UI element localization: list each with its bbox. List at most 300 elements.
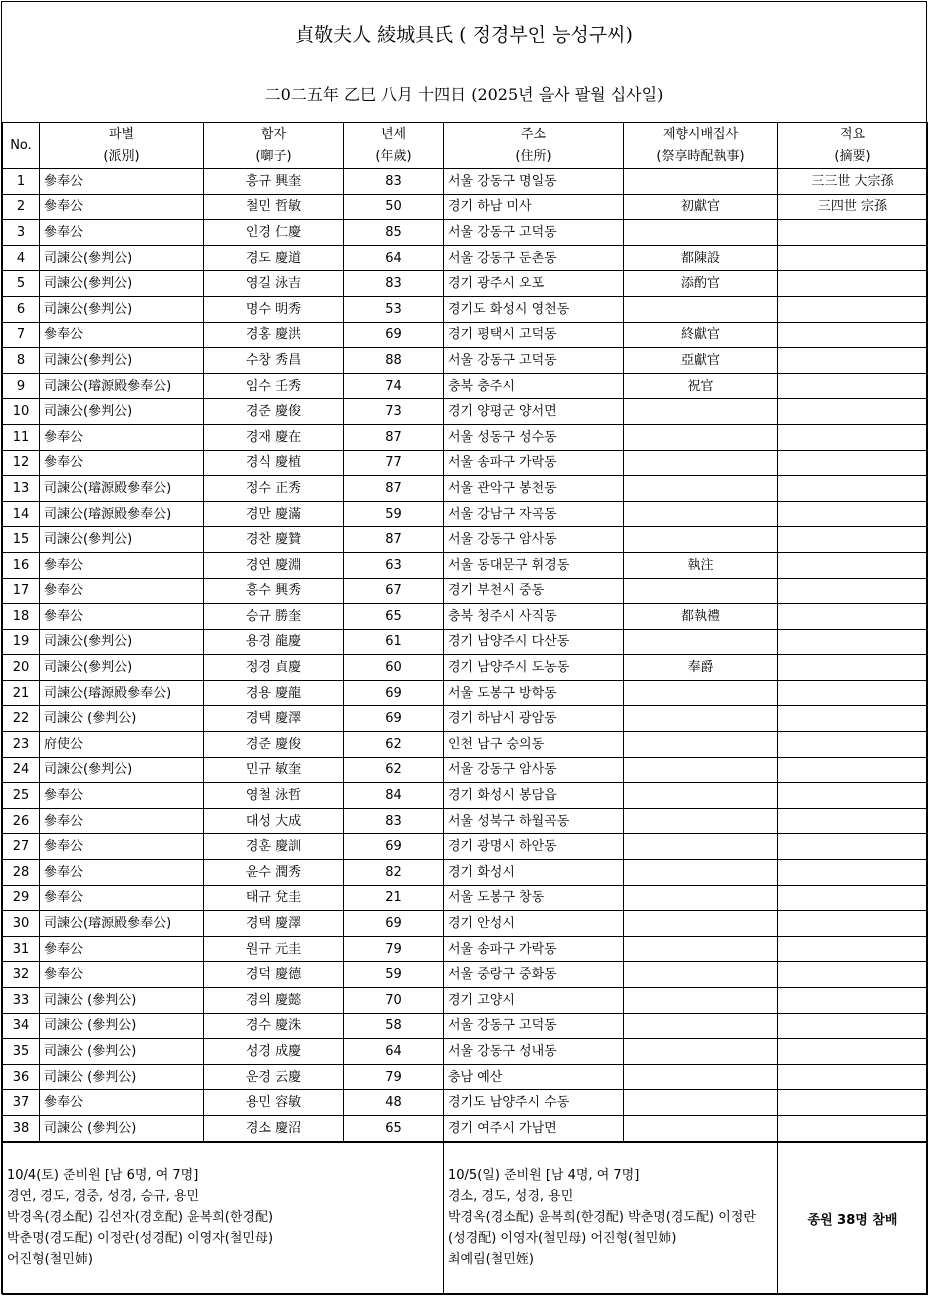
row-no: 1 — [3, 169, 40, 195]
table-row — [3, 1013, 928, 1039]
row-role — [624, 296, 778, 322]
row-role — [624, 1115, 778, 1141]
row-branch: 司諫公(璿源殿參奉公) — [40, 373, 204, 399]
row-note — [778, 911, 928, 937]
row-age: 79 — [344, 936, 444, 962]
row-role — [624, 860, 778, 886]
row-role — [624, 220, 778, 246]
row-address: 경기 양평군 양서면 — [444, 399, 624, 425]
row-branch: 司諫公(璿源殿參奉公) — [40, 911, 204, 937]
header-branch — [40, 123, 204, 169]
row-name: 승규 勝奎 — [204, 604, 344, 630]
row-address: 경기 평택시 고덕동 — [444, 322, 624, 348]
row-no: 4 — [3, 245, 40, 271]
row-note — [778, 399, 928, 425]
row-role: 都陳設 — [624, 245, 778, 271]
row-name: 경찬 慶贊 — [204, 527, 344, 553]
row-address: 서울 성북구 하월곡동 — [444, 808, 624, 834]
row-role — [624, 578, 778, 604]
row-address: 충북 충주시 — [444, 373, 624, 399]
row-note — [778, 450, 928, 476]
row-no: 3 — [3, 220, 40, 246]
row-role — [624, 988, 778, 1014]
attendance-total: 종원 38명 참배 — [778, 1143, 928, 1295]
row-no: 9 — [3, 373, 40, 399]
table-row — [3, 527, 928, 553]
row-note — [778, 322, 928, 348]
table-row — [3, 348, 928, 374]
row-no: 27 — [3, 834, 40, 860]
row-note — [778, 1115, 928, 1141]
row-branch: 司諫公 (參判公) — [40, 706, 204, 732]
row-name: 경훈 慶訓 — [204, 834, 344, 860]
row-branch: 參奉公 — [40, 220, 204, 246]
row-no: 16 — [3, 552, 40, 578]
document-page — [1, 1, 927, 1294]
row-age: 69 — [344, 322, 444, 348]
row-branch: 參奉公 — [40, 194, 204, 220]
row-address: 서울 도봉구 창동 — [444, 885, 624, 911]
row-no: 10 — [3, 399, 40, 425]
preparers-day2-line: 경소, 경도, 성경, 용민 — [448, 1189, 574, 1204]
row-branch: 參奉公 — [40, 450, 204, 476]
table-row — [3, 808, 928, 834]
preparers-day1-line: 10/4(토) 준비원 [남 6명, 여 7명] — [7, 1168, 199, 1183]
preparers-day1-line: 박춘명(경도配) 이정란(성경配) 이영자(철민母) — [7, 1231, 274, 1246]
row-no: 25 — [3, 783, 40, 809]
table-row — [3, 860, 928, 886]
row-name: 윤수 潤秀 — [204, 860, 344, 886]
header-name-hanja: (啣子) — [255, 148, 292, 164]
row-address: 경기 여주시 가남면 — [444, 1115, 624, 1141]
row-note — [778, 988, 928, 1014]
row-note — [778, 527, 928, 553]
row-age: 87 — [344, 527, 444, 553]
row-no: 35 — [3, 1039, 40, 1065]
row-no: 30 — [3, 911, 40, 937]
row-branch: 參奉公 — [40, 834, 204, 860]
table-row — [3, 962, 928, 988]
header-age-label: 년세 — [380, 126, 407, 142]
preparers-day2-line: 박경옥(경소配) 윤복희(한경配) 박춘명(경도配) 이정란 — [448, 1210, 756, 1225]
row-branch: 司諫公 (參判公) — [40, 1064, 204, 1090]
row-address: 경기 고양시 — [444, 988, 624, 1014]
header-role-hanja: (祭享時配執事) — [656, 148, 745, 164]
row-role — [624, 885, 778, 911]
row-branch: 司諫公 (參判公) — [40, 1115, 204, 1141]
preparers-day2 — [444, 1143, 778, 1295]
row-note — [778, 962, 928, 988]
row-role — [624, 962, 778, 988]
row-role: 執注 — [624, 552, 778, 578]
row-branch: 參奉公 — [40, 578, 204, 604]
row-no: 31 — [3, 936, 40, 962]
row-no: 22 — [3, 706, 40, 732]
row-note — [778, 808, 928, 834]
row-note: 三三世 大宗孫 — [778, 169, 928, 195]
table-row — [3, 552, 928, 578]
table-row — [3, 629, 928, 655]
row-no: 20 — [3, 655, 40, 681]
row-name: 경홍 慶洪 — [204, 322, 344, 348]
row-age: 64 — [344, 245, 444, 271]
row-role — [624, 1039, 778, 1065]
row-branch: 參奉公 — [40, 424, 204, 450]
row-address: 서울 강동구 고덕동 — [444, 1013, 624, 1039]
row-age: 64 — [344, 1039, 444, 1065]
row-note — [778, 1090, 928, 1116]
table-row — [3, 169, 928, 195]
row-no: 32 — [3, 962, 40, 988]
row-age: 62 — [344, 757, 444, 783]
row-name: 수창 秀昌 — [204, 348, 344, 374]
row-no: 8 — [3, 348, 40, 374]
row-no: 17 — [3, 578, 40, 604]
row-address: 서울 성동구 성수동 — [444, 424, 624, 450]
row-address: 서울 강동구 둔촌동 — [444, 245, 624, 271]
table-row — [3, 271, 928, 297]
row-no: 19 — [3, 629, 40, 655]
row-address: 경기 남양주시 도농동 — [444, 655, 624, 681]
table-row — [3, 1064, 928, 1090]
row-no: 38 — [3, 1115, 40, 1141]
row-no: 6 — [3, 296, 40, 322]
row-note: 三四世 宗孫 — [778, 194, 928, 220]
row-age: 69 — [344, 834, 444, 860]
row-note — [778, 348, 928, 374]
row-note — [778, 783, 928, 809]
row-branch: 司諫公 (參判公) — [40, 1013, 204, 1039]
row-branch: 司諫公(參判公) — [40, 629, 204, 655]
row-role — [624, 757, 778, 783]
table-row — [3, 424, 928, 450]
header-address-hanja: (住所) — [515, 148, 552, 164]
row-address: 서울 강동구 고덕동 — [444, 220, 624, 246]
row-age: 83 — [344, 271, 444, 297]
row-age: 85 — [344, 220, 444, 246]
row-note — [778, 1064, 928, 1090]
row-age: 69 — [344, 911, 444, 937]
row-age: 63 — [344, 552, 444, 578]
row-name: 경택 慶澤 — [204, 706, 344, 732]
row-branch: 參奉公 — [40, 322, 204, 348]
row-address: 서울 관악구 봉천동 — [444, 476, 624, 502]
row-name: 용민 容敏 — [204, 1090, 344, 1116]
table-row — [3, 296, 928, 322]
table-row — [3, 1039, 928, 1065]
row-address: 인천 남구 숭의동 — [444, 732, 624, 758]
row-age: 58 — [344, 1013, 444, 1039]
row-no: 37 — [3, 1090, 40, 1116]
row-note — [778, 501, 928, 527]
row-age: 59 — [344, 501, 444, 527]
row-age: 65 — [344, 604, 444, 630]
table-row — [3, 450, 928, 476]
row-branch: 司諫公(璿源殿參奉公) — [40, 501, 204, 527]
table-row — [3, 373, 928, 399]
row-age: 62 — [344, 732, 444, 758]
table-row — [3, 680, 928, 706]
row-name: 임수 壬秀 — [204, 373, 344, 399]
row-name: 경식 慶植 — [204, 450, 344, 476]
row-name: 경수 慶洙 — [204, 1013, 344, 1039]
header-age — [344, 123, 444, 169]
row-address: 경기 화성시 봉담읍 — [444, 783, 624, 809]
table-header-row — [3, 123, 928, 169]
row-age: 65 — [344, 1115, 444, 1141]
row-address: 경기 하남시 광암동 — [444, 706, 624, 732]
row-branch: 參奉公 — [40, 962, 204, 988]
row-no: 21 — [3, 680, 40, 706]
row-age: 83 — [344, 808, 444, 834]
table-row — [3, 194, 928, 220]
row-no: 23 — [3, 732, 40, 758]
row-note — [778, 271, 928, 297]
table-row — [3, 936, 928, 962]
header-address — [444, 123, 624, 169]
row-branch: 司諫公(參判公) — [40, 655, 204, 681]
row-age: 77 — [344, 450, 444, 476]
row-name: 경소 慶沼 — [204, 1115, 344, 1141]
row-address: 경기 화성시 — [444, 860, 624, 886]
row-branch: 司諫公(參判公) — [40, 271, 204, 297]
row-note — [778, 220, 928, 246]
row-address: 경기 부천시 중동 — [444, 578, 624, 604]
row-role — [624, 936, 778, 962]
row-no: 15 — [3, 527, 40, 553]
row-role — [624, 424, 778, 450]
table-row — [3, 501, 928, 527]
row-role — [624, 808, 778, 834]
row-address: 경기 광주시 오포 — [444, 271, 624, 297]
preparers-summary — [2, 1142, 928, 1295]
preparers-day2-line: (성경配) 이영자(철민母) 어진형(철민姉) — [448, 1231, 677, 1246]
row-no: 14 — [3, 501, 40, 527]
row-age: 73 — [344, 399, 444, 425]
row-role — [624, 169, 778, 195]
table-row — [3, 322, 928, 348]
row-address: 경기도 화성시 영천동 — [444, 296, 624, 322]
row-no: 33 — [3, 988, 40, 1014]
row-role: 祝官 — [624, 373, 778, 399]
row-name: 명수 明秀 — [204, 296, 344, 322]
row-name: 영철 泳哲 — [204, 783, 344, 809]
table-body — [3, 169, 928, 1142]
row-role — [624, 501, 778, 527]
row-role — [624, 834, 778, 860]
row-branch: 參奉公 — [40, 1090, 204, 1116]
row-note — [778, 296, 928, 322]
table-row — [3, 732, 928, 758]
row-note — [778, 1039, 928, 1065]
table-row — [3, 655, 928, 681]
header-branch-label: 파별 — [108, 126, 135, 142]
row-branch: 參奉公 — [40, 169, 204, 195]
row-role: 添酌官 — [624, 271, 778, 297]
row-age: 79 — [344, 1064, 444, 1090]
header-role-label: 제향시배집사 — [662, 126, 739, 142]
row-note — [778, 732, 928, 758]
row-name: 원규 元圭 — [204, 936, 344, 962]
row-age: 74 — [344, 373, 444, 399]
row-age: 87 — [344, 476, 444, 502]
header-name-label: 함자 — [260, 126, 287, 142]
row-address: 서울 도봉구 방학동 — [444, 680, 624, 706]
table-row — [3, 245, 928, 271]
row-role — [624, 911, 778, 937]
row-age: 69 — [344, 680, 444, 706]
row-role — [624, 476, 778, 502]
row-name: 인경 仁慶 — [204, 220, 344, 246]
header-branch-hanja: (派別) — [103, 148, 140, 164]
header-note — [778, 123, 928, 169]
row-role: 初獻官 — [624, 194, 778, 220]
row-age: 69 — [344, 706, 444, 732]
row-address: 서울 송파구 가락동 — [444, 936, 624, 962]
row-note — [778, 424, 928, 450]
row-name: 경도 慶道 — [204, 245, 344, 271]
row-note — [778, 680, 928, 706]
row-branch: 司諫公(參判公) — [40, 348, 204, 374]
row-role — [624, 680, 778, 706]
row-age: 60 — [344, 655, 444, 681]
preparers-day2-line: 최예림(철민姪) — [448, 1252, 534, 1267]
row-note — [778, 629, 928, 655]
row-name: 경연 慶淵 — [204, 552, 344, 578]
row-name: 경만 慶滿 — [204, 501, 344, 527]
table-row — [3, 220, 928, 246]
row-name: 경준 慶俊 — [204, 399, 344, 425]
row-age: 67 — [344, 578, 444, 604]
row-address: 경기 하남 미사 — [444, 194, 624, 220]
row-no: 12 — [3, 450, 40, 476]
row-name: 영길 泳吉 — [204, 271, 344, 297]
row-no: 24 — [3, 757, 40, 783]
row-address: 서울 강동구 암사동 — [444, 757, 624, 783]
ceremony-date: 二0二五年 乙巳 八月 十四日 (2025년 을사 팔월 십사일) — [264, 85, 664, 104]
row-address: 서울 강동구 성내동 — [444, 1039, 624, 1065]
header-address-label: 주소 — [520, 126, 547, 142]
row-branch: 司諫公(璿源殿參奉公) — [40, 680, 204, 706]
row-note — [778, 245, 928, 271]
table-row — [3, 578, 928, 604]
row-note — [778, 834, 928, 860]
row-role: 都執禮 — [624, 604, 778, 630]
row-note — [778, 373, 928, 399]
row-branch: 司諫公(參判公) — [40, 245, 204, 271]
row-role — [624, 629, 778, 655]
row-role — [624, 706, 778, 732]
attendee-table — [2, 122, 928, 1142]
table-row — [3, 476, 928, 502]
row-branch: 參奉公 — [40, 936, 204, 962]
table-row — [3, 885, 928, 911]
row-branch: 參奉公 — [40, 783, 204, 809]
row-age: 61 — [344, 629, 444, 655]
row-no: 28 — [3, 860, 40, 886]
row-address: 서울 강동구 고덕동 — [444, 348, 624, 374]
row-no: 5 — [3, 271, 40, 297]
preparers-day1 — [3, 1143, 444, 1295]
row-note — [778, 706, 928, 732]
table-row — [3, 399, 928, 425]
row-name: 흥규 興奎 — [204, 169, 344, 195]
row-name: 용경 龍慶 — [204, 629, 344, 655]
row-role: 終獻官 — [624, 322, 778, 348]
row-no: 36 — [3, 1064, 40, 1090]
row-address: 서울 송파구 가락동 — [444, 450, 624, 476]
row-name: 태규 兌圭 — [204, 885, 344, 911]
table-row — [3, 988, 928, 1014]
row-branch: 司諫公(璿源殿參奉公) — [40, 476, 204, 502]
row-age: 48 — [344, 1090, 444, 1116]
row-no: 26 — [3, 808, 40, 834]
row-name: 경덕 慶德 — [204, 962, 344, 988]
row-branch: 司諫公 (參判公) — [40, 1039, 204, 1065]
row-role — [624, 1090, 778, 1116]
row-age: 84 — [344, 783, 444, 809]
row-note — [778, 860, 928, 886]
row-branch: 司諫公 (參判公) — [40, 988, 204, 1014]
row-name: 운경 云慶 — [204, 1064, 344, 1090]
row-no: 18 — [3, 604, 40, 630]
row-name: 철민 哲敏 — [204, 194, 344, 220]
header-note-hanja: (摘要) — [834, 148, 871, 164]
header-name — [204, 123, 344, 169]
row-address: 서울 동대문구 휘경동 — [444, 552, 624, 578]
row-address: 서울 강동구 암사동 — [444, 527, 624, 553]
row-age: 53 — [344, 296, 444, 322]
row-no: 34 — [3, 1013, 40, 1039]
row-branch: 參奉公 — [40, 552, 204, 578]
row-branch: 參奉公 — [40, 860, 204, 886]
table-row — [3, 1115, 928, 1141]
row-role — [624, 1013, 778, 1039]
preparers-day1-line: 박경옥(경소配) 김선자(경호配) 윤복희(한경配) — [7, 1210, 274, 1225]
row-address: 서울 강동구 명일동 — [444, 169, 624, 195]
table-row — [3, 1090, 928, 1116]
row-note — [778, 885, 928, 911]
row-role — [624, 732, 778, 758]
header-age-hanja: (年歲) — [375, 148, 412, 164]
row-age: 83 — [344, 169, 444, 195]
row-role — [624, 783, 778, 809]
row-age: 59 — [344, 962, 444, 988]
header-role — [624, 123, 778, 169]
row-branch: 參奉公 — [40, 808, 204, 834]
preparers-day1-line: 경연, 경도, 경중, 성경, 승규, 용민 — [7, 1189, 200, 1204]
row-branch: 司諫公(參判公) — [40, 296, 204, 322]
row-address: 서울 강남구 자곡동 — [444, 501, 624, 527]
row-name: 경용 慶龍 — [204, 680, 344, 706]
preparers-day2-line: 10/5(일) 준비원 [남 4명, 여 7명] — [448, 1168, 640, 1183]
row-address: 경기 광명시 하안동 — [444, 834, 624, 860]
row-address: 경기도 남양주시 수동 — [444, 1090, 624, 1116]
header-no: No. — [3, 123, 40, 169]
row-role — [624, 527, 778, 553]
row-role — [624, 1064, 778, 1090]
table-row — [3, 783, 928, 809]
row-address: 충북 청주시 사직동 — [444, 604, 624, 630]
row-name: 정수 正秀 — [204, 476, 344, 502]
row-name: 대성 大成 — [204, 808, 344, 834]
row-note — [778, 757, 928, 783]
row-age: 88 — [344, 348, 444, 374]
row-address: 경기 안성시 — [444, 911, 624, 937]
row-note — [778, 936, 928, 962]
row-address: 경기 남양주시 다산동 — [444, 629, 624, 655]
table-row — [3, 604, 928, 630]
